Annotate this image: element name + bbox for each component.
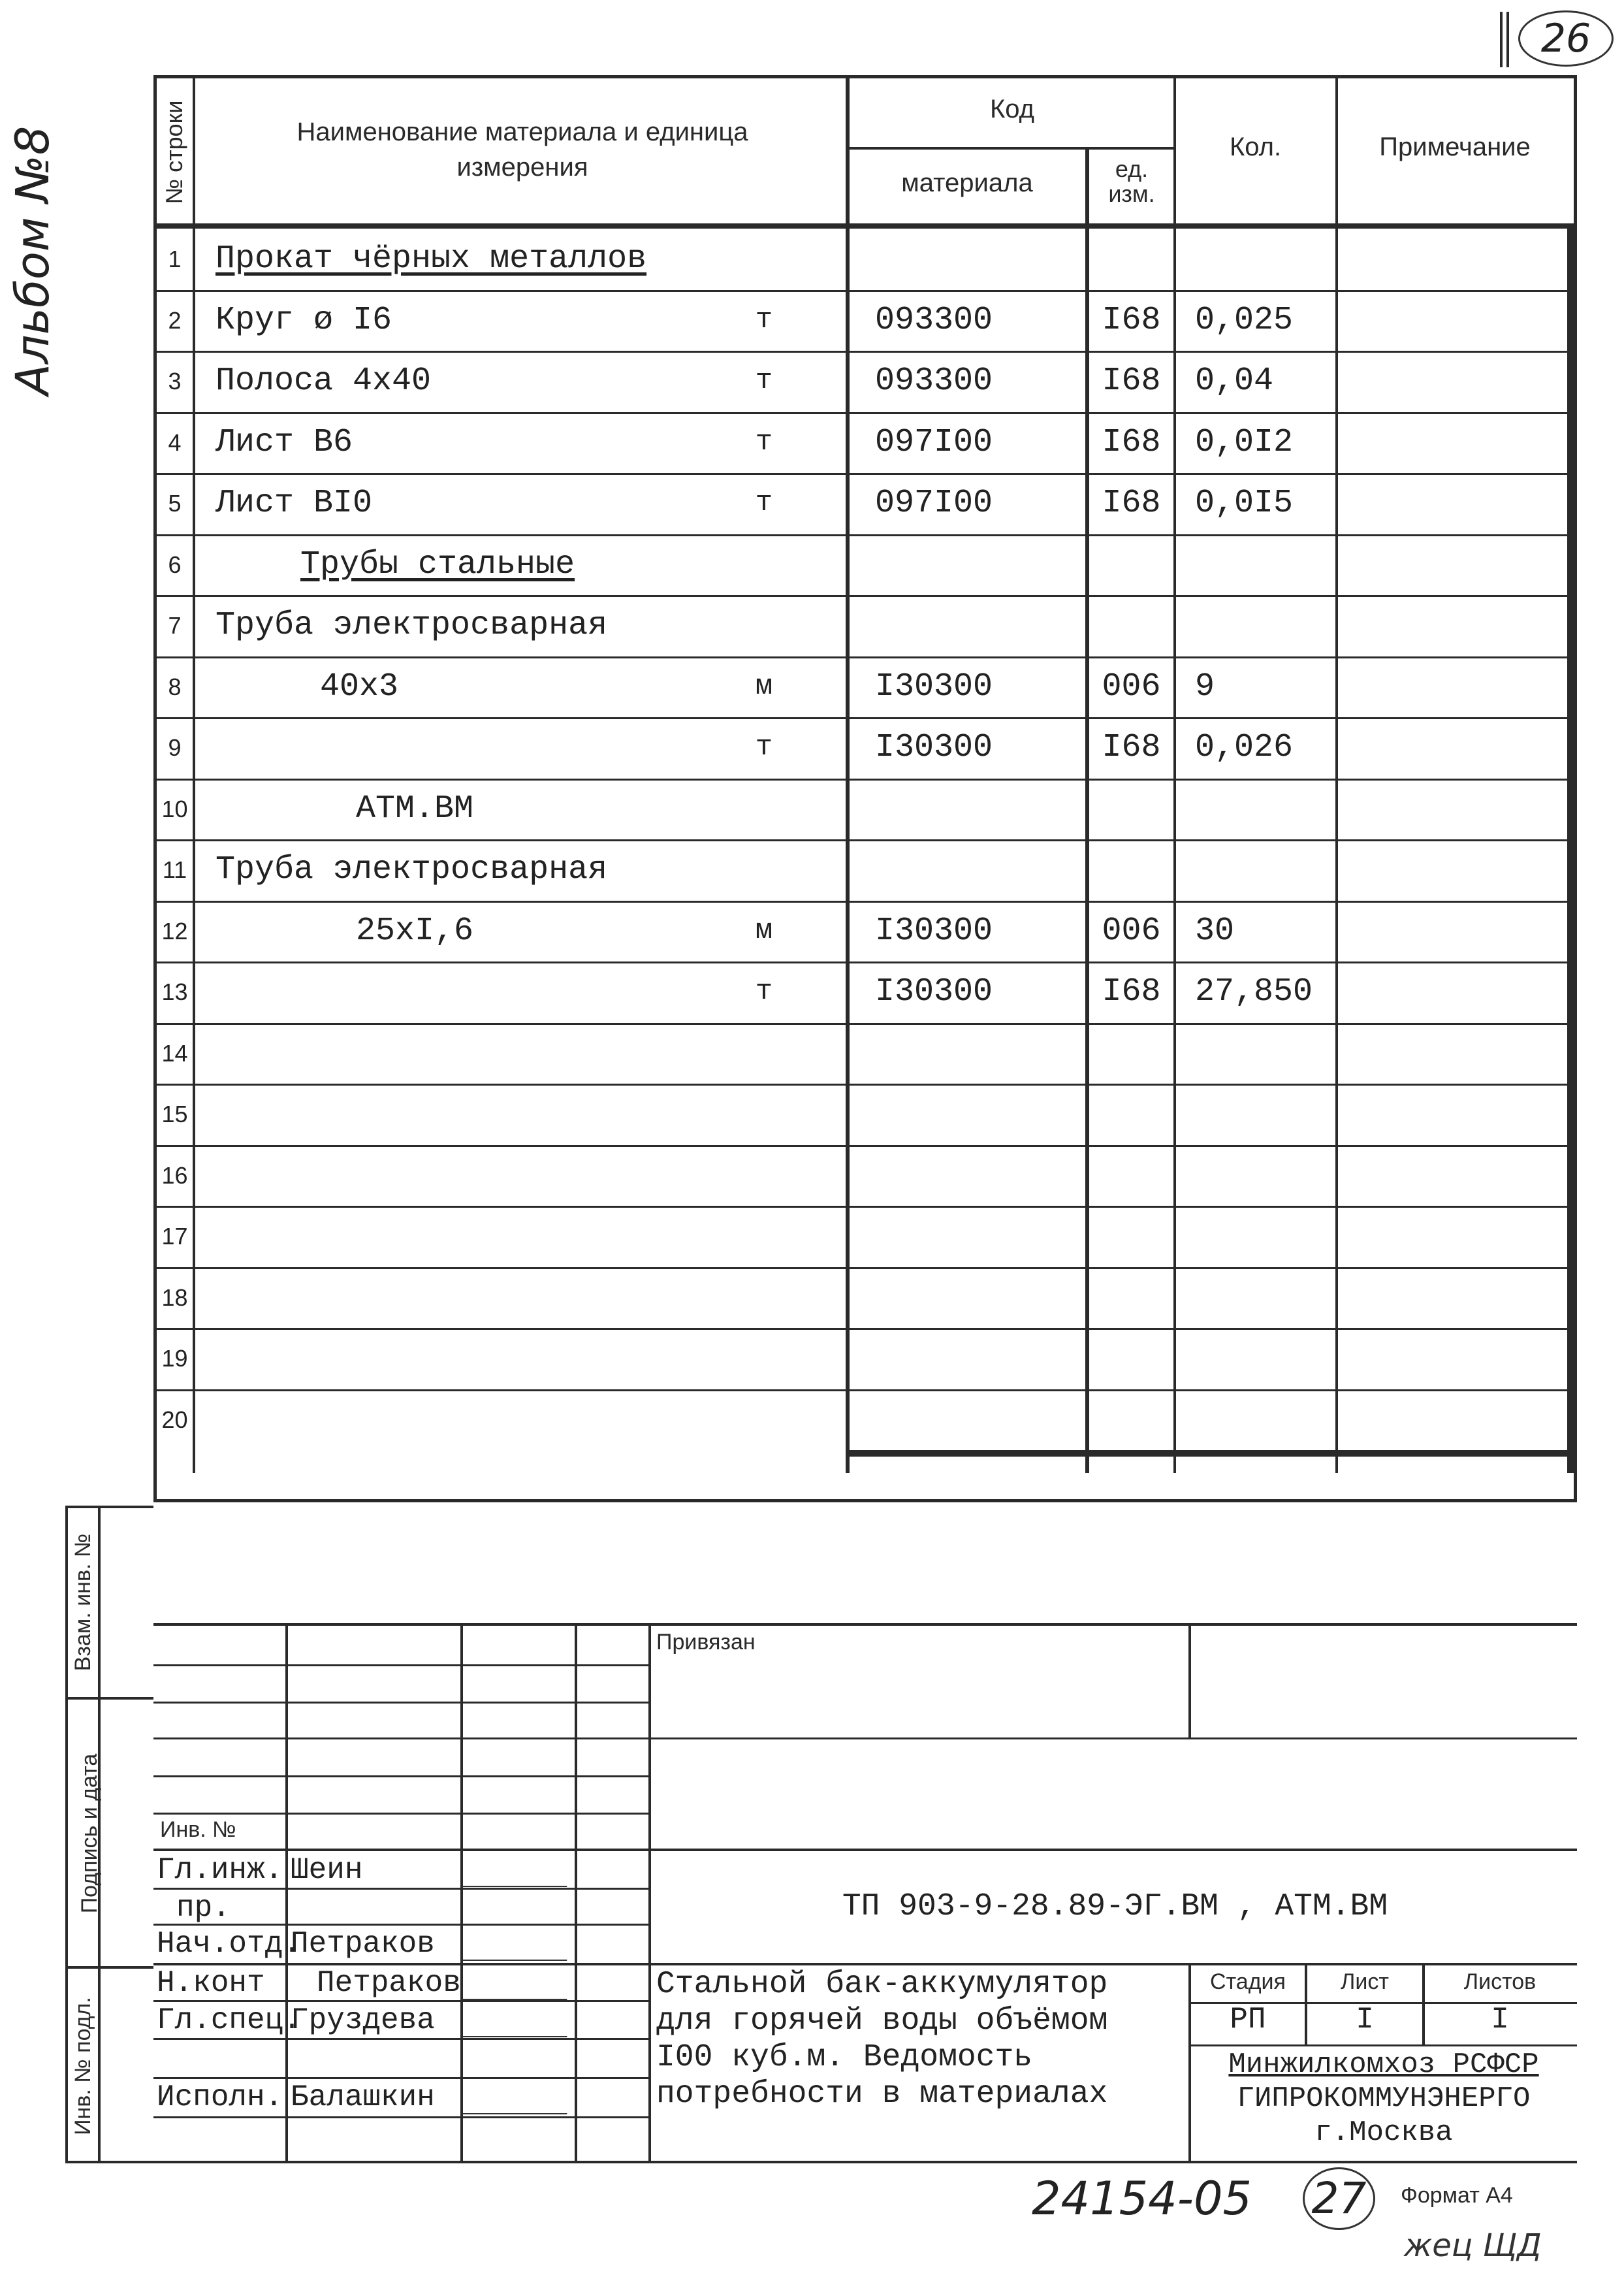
table-row — [0, 901, 1624, 962]
unit-code: I68 — [1102, 423, 1161, 461]
header-qty: Кол. — [1229, 133, 1282, 161]
material-name: Лист В6 — [215, 423, 353, 461]
signature-name: Груздева — [291, 2003, 435, 2037]
page-number: 27 — [1303, 2167, 1375, 2230]
unit: т — [755, 364, 773, 397]
row-number: 1 — [168, 246, 182, 272]
unit-code: 006 — [1102, 912, 1161, 950]
material-code: I30300 — [875, 668, 993, 705]
header-material: материала — [901, 169, 1033, 197]
row-number: 6 — [168, 551, 182, 578]
table-row — [0, 961, 1624, 1023]
header-unit-code: ед. изм. — [1108, 155, 1155, 207]
table-row — [0, 839, 1624, 901]
unit-code: I68 — [1102, 485, 1161, 522]
document-code: ТП 903-9-28.89-ЭГ.ВМ , АТМ.ВМ — [842, 1889, 1388, 1924]
signature-name: Балашкин — [291, 2080, 435, 2114]
row-number: 11 — [162, 856, 187, 883]
sheets-value: I — [1491, 2003, 1509, 2037]
material-code: I30300 — [875, 912, 993, 950]
quantity: 0,0I5 — [1195, 485, 1294, 522]
row-number: 9 — [168, 734, 182, 761]
table-row — [0, 1023, 1624, 1084]
table-row — [0, 229, 1624, 290]
table-row — [0, 534, 1624, 596]
row-number: 7 — [168, 612, 182, 639]
material-name: Труба электросварная — [215, 851, 608, 888]
signature-role: Н.конт — [157, 1966, 265, 2000]
row-number: 3 — [168, 368, 182, 395]
sheet-number-text: 26 — [1518, 10, 1614, 67]
unit-code: I68 — [1102, 363, 1161, 400]
handwritten-marks: жец ЩД — [1404, 2227, 1542, 2264]
side-podpis: Подпись и дата — [77, 1753, 102, 1914]
quantity: 30 — [1195, 912, 1235, 950]
signature-name: Шеин — [291, 1853, 363, 1887]
privyazan-label: Привязан — [656, 1630, 756, 1655]
album-label: Альбом №8 — [6, 125, 59, 395]
archive-number: 24154-05 — [1032, 2172, 1252, 2225]
unit: м — [755, 914, 773, 947]
quantity: 0,0I2 — [1195, 423, 1294, 461]
title-line: для горячей воды объёмом — [656, 2003, 1108, 2039]
sheet-label: Лист — [1341, 1969, 1389, 1994]
row-number: 5 — [168, 490, 182, 517]
row-number: 10 — [161, 795, 188, 822]
signature-role: Нач.отд. — [157, 1927, 301, 1961]
unit: м — [755, 670, 773, 703]
row-number: 8 — [168, 673, 182, 700]
unit-code: I68 — [1102, 973, 1161, 1010]
table-row — [0, 779, 1624, 840]
side-vzam: Взам. инв. № — [71, 1533, 95, 1672]
unit: т — [755, 425, 773, 459]
material-code: 097I00 — [875, 423, 993, 461]
unit: т — [755, 731, 773, 764]
quantity: 9 — [1195, 668, 1215, 705]
signature-row — [0, 2002, 653, 2039]
signature-row — [0, 1890, 653, 1926]
handwritten-signature — [462, 2003, 576, 2037]
row-number: 14 — [161, 1039, 188, 1067]
handwritten-signature — [462, 2080, 576, 2114]
stage-value: РП — [1230, 2003, 1266, 2037]
signature-row — [0, 2079, 653, 2116]
header-code: Код — [989, 95, 1034, 123]
sheet-value: I — [1356, 2003, 1374, 2037]
material-name: Круг ø I6 — [215, 301, 392, 339]
material-name: 25хI,6 — [356, 912, 474, 950]
row-number: 16 — [161, 1161, 188, 1189]
title-line: потребности в материалах — [656, 2076, 1108, 2112]
material-name: Прокат чёрных металлов — [215, 240, 647, 278]
inv-no-label: Инв. № — [160, 1817, 236, 1842]
unit: т — [755, 487, 773, 519]
row-number: 15 — [161, 1101, 188, 1127]
row-number: 20 — [161, 1406, 188, 1433]
signature-role: Гл.спец. — [157, 2003, 301, 2037]
unit-code: 006 — [1102, 668, 1161, 705]
unit-code: I68 — [1102, 301, 1161, 339]
material-name: Трубы стальные — [300, 545, 575, 583]
signature-role: Исполн. — [157, 2080, 283, 2114]
handwritten-signature — [462, 1927, 576, 1961]
format-label: Формат А4 — [1401, 2183, 1513, 2208]
signature-name: Петраков — [317, 1966, 461, 2000]
side-inv-podl: Инв. № подл. — [71, 1997, 95, 2135]
unit: т — [755, 303, 773, 336]
quantity: 27,850 — [1195, 973, 1313, 1010]
unit-code: I68 — [1102, 729, 1161, 766]
table-row — [0, 717, 1624, 779]
org-line: г.Москва — [1314, 2116, 1453, 2149]
row-number: 4 — [168, 428, 182, 456]
row-number: 17 — [161, 1223, 188, 1250]
quantity: 0,025 — [1195, 301, 1294, 339]
material-name: Лист ВI0 — [215, 485, 373, 522]
signature-row — [0, 1926, 653, 1962]
material-name: 40х3 — [320, 668, 399, 705]
handwritten-signature — [462, 1853, 576, 1887]
material-code: 097I00 — [875, 485, 993, 522]
org-line: ГИПРОКОММУНЭНЕРГО — [1237, 2082, 1531, 2115]
table-row — [0, 351, 1624, 412]
table-row — [0, 595, 1624, 656]
signature-row — [0, 1965, 653, 2001]
table-row — [0, 1145, 1624, 1206]
table-row — [0, 1267, 1624, 1329]
material-name: Труба электросварная — [215, 607, 608, 644]
row-number: 2 — [168, 306, 182, 334]
quantity: 0,026 — [1195, 729, 1294, 766]
row-number: 18 — [161, 1284, 188, 1311]
signature-row — [0, 2040, 653, 2076]
handwritten-signature — [462, 1966, 576, 2000]
material-name: Полоса 4х40 — [215, 363, 432, 400]
table-row — [0, 290, 1624, 351]
sheets-label: Листов — [1463, 1969, 1536, 1994]
header-row-no: № строки — [161, 100, 187, 204]
material-code: I30300 — [875, 729, 993, 766]
material-code: I30300 — [875, 973, 993, 1010]
row-number: 12 — [161, 917, 188, 945]
quantity: 0,04 — [1195, 363, 1274, 400]
signature-role: пр. — [176, 1891, 231, 1925]
title-line: Стальной бак-аккумулятор — [656, 1967, 1108, 2002]
stage-label: Стадия — [1210, 1969, 1286, 1994]
title-line: I00 куб.м. Ведомость — [656, 2040, 1033, 2075]
header-note: Примечание — [1379, 133, 1531, 161]
row-number: 19 — [161, 1345, 188, 1372]
table-row — [0, 1206, 1624, 1267]
signature-row — [0, 1852, 653, 1888]
org-line: Минжилкомхоз РСФСР — [1228, 2048, 1539, 2081]
table-row — [0, 656, 1624, 718]
header-name: Наименование материала и единица измерения — [296, 118, 748, 182]
table-row — [0, 1389, 1624, 1451]
table-row — [0, 1084, 1624, 1145]
signature-name: Петраков — [291, 1927, 435, 1961]
material-code: 093300 — [875, 301, 993, 339]
material-code: 093300 — [875, 363, 993, 400]
unit: т — [755, 975, 773, 1008]
table-row — [0, 473, 1624, 534]
table-row — [0, 412, 1624, 474]
signature-role: Гл.инж. — [157, 1853, 283, 1887]
material-name: АТМ.ВМ — [356, 790, 474, 828]
document-title — [656, 1966, 1185, 2112]
table-row — [0, 1328, 1624, 1389]
row-number: 13 — [161, 978, 188, 1005]
organization — [1192, 2048, 1575, 2150]
